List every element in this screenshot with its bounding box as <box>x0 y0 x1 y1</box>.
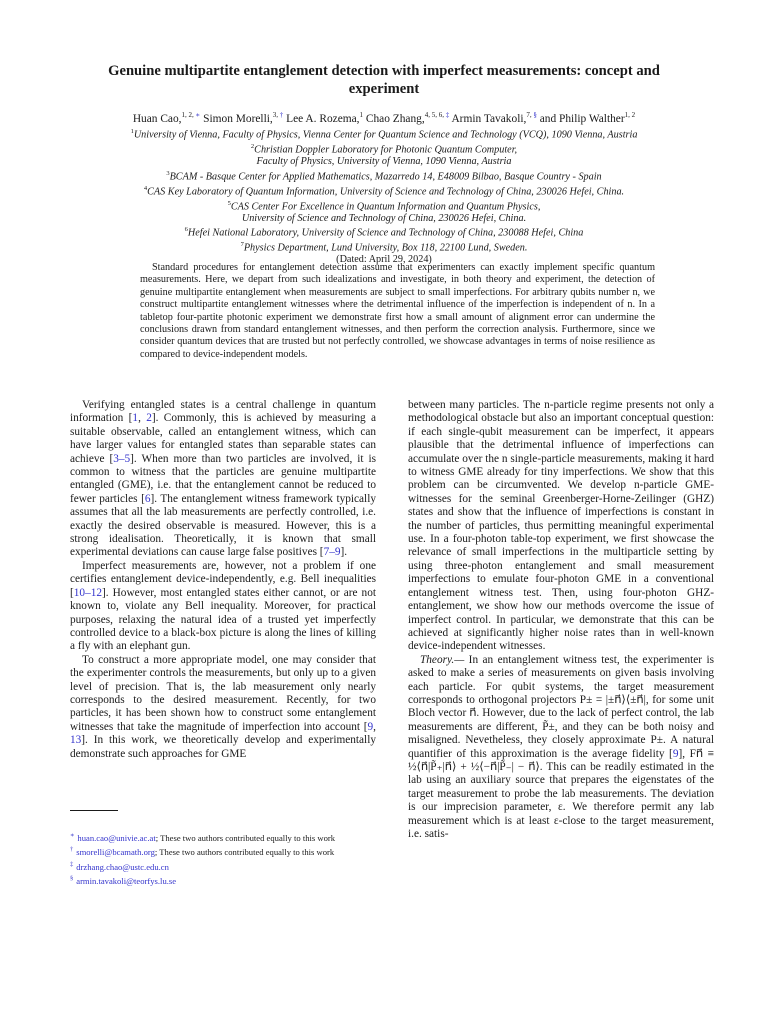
affiliation: $^2$Christian Doppler Laboratory for Photonic Quantum Computer, <box>250 142 518 156</box>
affiliation: $^5$CAS Center For Excellence in Quantum Information and Quantum Physics, <box>227 199 541 212</box>
citation-link[interactable]: 2 <box>146 412 152 425</box>
author-list <box>40 108 728 126</box>
abstract-text: Standard procedures for entanglement detection assume that experimenters can exactly implement specific quantum measurements. Here, we depart from such idealizations and investigate, in both theory and experiment, the detection of genuine multipartite entanglement when measurements are subject to small imperfections. For arbitrary qubits number n, we construct multipartite entanglement witnesses where the detrimental influence of the imperfection is independent of n. In a tabletop four-partite photonic experiment we demonstrate first how a small amount of alignment error can undermine the conclusions drawn from standard entanglement witnesses, and then perform the correction analysis. Furthermore, since we consider quantum devices that are trusted but not perfectly controlled, we showcase advantages in terms of noise resilience as compared to device-independent models. <box>140 262 655 360</box>
footnote: † smorelli@bcamath.org; These two authors contributed equally to this work <box>70 846 335 858</box>
paragraph: To construct a more appropriate model, one may consider that the experimenter controls the measurements, but only up to a given level of precision. That is, the lab measurement only nearly corresponds to the desired measurement. Recently, for two particles, it has been shown how to construct some entanglement witnesses that take the magnitude of imperfection into account [9, 13]. In this work, we theoretically develop and experimentally demonstrate such approaches for GME <box>70 653 376 760</box>
citation-link[interactable]: 13 <box>70 734 82 747</box>
right-column <box>408 399 714 841</box>
affiliation: University of Science and Technology of China, 230026 Hefei, China. <box>241 212 527 224</box>
footnote: ∗ huan.cao@univie.ac.at; These two authors contributed equally to this work <box>70 832 336 843</box>
footnote-ref[interactable]: † <box>279 111 284 119</box>
email-link[interactable]: smorelli@bcamath.org <box>76 847 155 858</box>
citation-link[interactable]: 9 <box>672 747 679 760</box>
footnote-ref[interactable]: ∗ <box>195 111 201 119</box>
footnotes <box>70 830 390 887</box>
author: Armin Tavakoli,$^{7,}$ § <box>451 111 537 125</box>
footnote: ‡ drzhang.chao@ustc.edu.cn <box>70 860 169 872</box>
citation-link[interactable]: 10–12 <box>73 586 103 599</box>
affiliation: Faculty of Physics, University of Vienna, 1090 Vienna, Austria <box>256 155 512 167</box>
affiliation: $^7$Physics Department, Lund University, Box 118, 22100 Lund, Sweden. <box>240 241 528 254</box>
paragraph: Verifying entangled states is a central challenge in quantum information [1, 2]. Commonly, this is achieved by measuring a suitable observable, called an entanglement witness, which can have larger values for entangled states than separable states can achieve [3–5]. When more than two particles are involved, it is common to witness that the particles are genuine multipartite entangled (GME), i.e. that the entanglement cannot be reduced to fewer particles [6]. The entanglement witness framework typically assumes that all the lab measurements are perfectly controlled, i.e. exactly the desired observable is measured. However, this is a strong idealisation. Theoretically, it is known that small experimental deviations can cause large false positives [7–9]. <box>70 399 377 559</box>
paper-date: (Dated: April 29, 2024) <box>336 254 432 266</box>
author: Huan Cao,$^{1, 2,}$ ∗ <box>132 111 201 125</box>
citation-link[interactable]: 9 <box>367 720 374 733</box>
email-link[interactable]: huan.cao@univie.ac.at <box>77 832 156 843</box>
citation-link[interactable]: 1 <box>132 412 139 425</box>
paper-title: Genuine multipartite entanglement detection with imperfect measurements: concept and experiment <box>108 63 660 97</box>
affiliation: $^6$Hefei National Laboratory, University of Science and Technology of China, 230088 Hefei, China <box>184 226 584 239</box>
affiliation: $^4$CAS Key Laboratory of Quantum Information, University of Science and Technology of China, 230026 Hefei, China. <box>143 184 625 197</box>
footnote-ref[interactable]: § <box>533 111 537 119</box>
footnote-divider <box>70 810 118 811</box>
footnote-ref[interactable]: ‡ <box>445 111 450 119</box>
email-link[interactable]: armin.tavakoli@teorfys.lu.se <box>76 875 177 886</box>
affiliation-list <box>40 126 728 266</box>
abstract <box>140 262 655 361</box>
section-heading: Theory.— <box>420 653 465 666</box>
author: Simon Morelli,$^{3,}$ † <box>203 111 284 125</box>
paragraph: Imperfect measurements are, however, not a problem if one certifies entanglement device-independently, e.g. Bell inequalities [10–12]. However, most entangled states either cannot, or are not known to, violate any Bell inequality. Moreover, for practical purposes, relaxing the natural idea of a trusted yet imperfectly controlled device to a black-box picture is along the lines of killing a fly with an elephant gun. <box>70 559 376 653</box>
affiliation: $^1$University of Vienna, Faculty of Physics, Vienna Center for Quantum Science and Technology (VCQ), 1090 Vienna, Austria <box>130 128 638 141</box>
citation-link[interactable]: 6 <box>144 492 151 505</box>
author: Chao Zhang,$^{4, 5, 6,}$ ‡ <box>365 111 450 125</box>
paragraph: Theory.— In an entanglement witness test, the experimenter is asked to make a series of measurements on given basis involving each particle. For qubit systems, the target measurement corresponds to orthogonal projectors P± = |±n⃗⟩⟨±n⃗|, for some unit Bloch vector n⃗. However, due to the lack of perfect control, the lab measurements are different, P̃±, and they can be both noisy and misaligned. Nevetheless, they closely approximate P±. A natural quantifier of this approximation is the average fidelity [9], Fn⃗ ≡ ½⟨n⃗|P̃₊|n⃗⟩ + ½⟨−n⃗|P̃₋| − n⃗⟩. This can be readily estimated in the lab using an auxiliary source that prepares the eigenstates of the target measurement to probe the lab measurements. The deviation is our imprecision parameter, ε. We therefore permit any lab measurement which is at least ε-close to the target measurement, i.e. satis- <box>408 653 714 840</box>
left-column <box>70 399 376 761</box>
citation-link[interactable]: 3–5 <box>113 452 131 465</box>
paragraph: between many particles. The n-particle regime presents not only a methodological obstacle but also an important conceptual question: if each single-qubit measurement can be imperfect, it appears plausible that the detrimental influence of imperfections can accumulate over the n single-particle measurements, making it hard to witness GME already for tiny imperfections. We show that this problem can be circumvented. We develop n-particle GME-witnesses for the seminal Greenberger-Horne-Zeilinger (GHZ) states and show that the influence of imperfections is constant in the number of particles, thus permitting meaningful experimental use. In a four-photon table-top experiment, we first showcase the relevance of small imperfections in the multiparticle setting by using three-photon entanglement and small measurement imperfections to emulate four-photon GME in a conventional entanglement witness test. Then, using four-photon GHZ-entanglement, we show how our methods overcome the issue of imperfect control. In particular, we demonstrate that this can be achieved at significantly higher noise rates than in well-known device-independent witnesses. <box>408 399 714 653</box>
author: Lee A. Rozema,$^1$ <box>286 111 364 125</box>
author: and Philip Walther$^{1, 2}$ <box>539 111 636 125</box>
affiliation: $^3$BCAM - Basque Center for Applied Mathematics, Mazarredo 14, E48009 Bilbao, Basque Country - Spain <box>166 169 602 182</box>
email-link[interactable]: drzhang.chao@ustc.edu.cn <box>76 861 169 872</box>
citation-link[interactable]: 7–9 <box>323 546 341 559</box>
footnote: § armin.tavakoli@teorfys.lu.se <box>70 875 177 886</box>
